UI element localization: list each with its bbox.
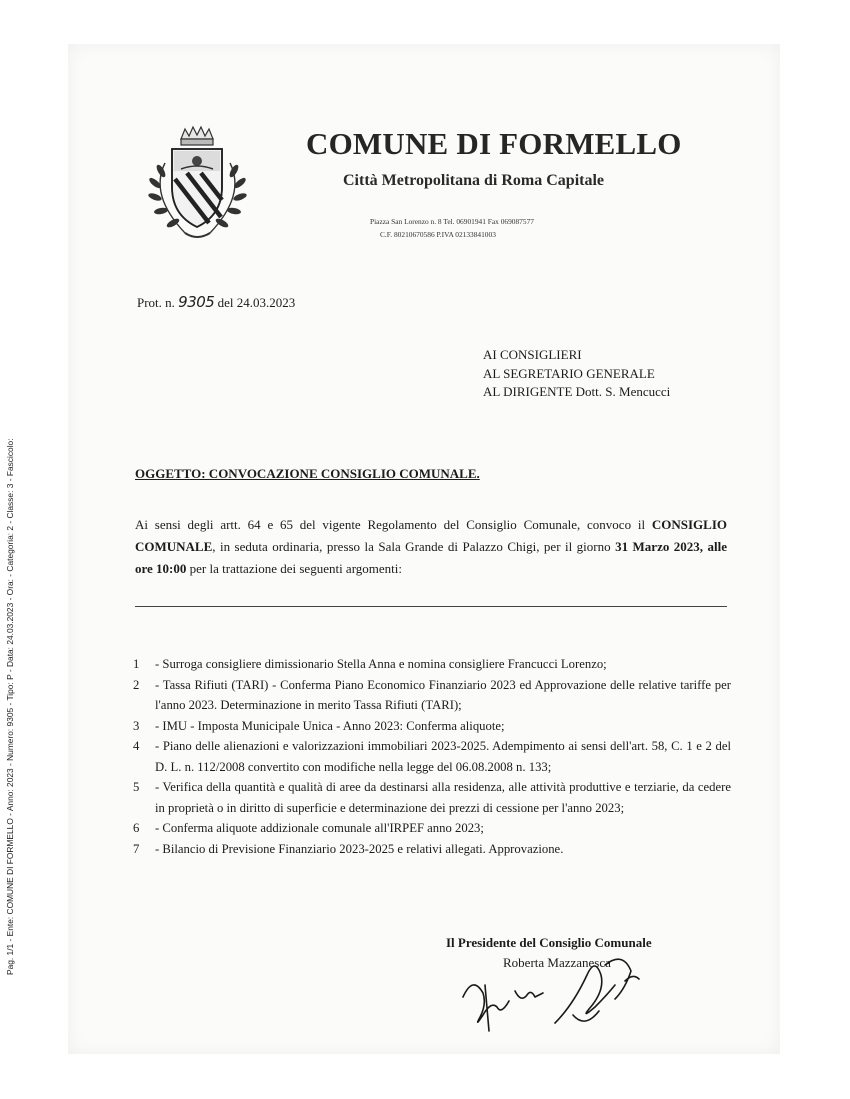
protocol-number: 9305 xyxy=(178,293,215,311)
agenda-item-number: 5 xyxy=(133,780,140,794)
intro-text: , in seduta ordinaria, presso la Sala Grande di Palazzo Chigi, per il giorno xyxy=(212,539,616,554)
recipient-line: AL DIRIGENTE Dott. S. Mencucci xyxy=(483,384,671,399)
signatory-name: Roberta Mazzanesca xyxy=(503,955,611,970)
agenda-item-number: 2 xyxy=(133,677,140,692)
recipients-block xyxy=(483,346,670,402)
agenda-item xyxy=(131,654,731,675)
agenda-item-number: 4 xyxy=(133,739,140,753)
agenda-list xyxy=(131,654,731,859)
recipient-line: AI CONSIGLIERI xyxy=(483,347,582,362)
agenda-item xyxy=(131,736,731,777)
agenda-item-text: - Bilancio di Previsione Finanziario 2023-2025 e relativi allegati. Approvazione. xyxy=(155,841,564,856)
agenda-item xyxy=(131,777,731,818)
agenda-item-text: - IMU - Imposta Municipale Unica - Anno 2023: Conferma aliquote; xyxy=(155,718,505,733)
intro-text: Ai sensi degli artt. 64 e 65 del vigente Regolamento del Consiglio Comunale, convoco il xyxy=(135,517,652,532)
agenda-item xyxy=(131,675,731,716)
agenda-item-text: - Surroga consigliere dimissionario Stella Anna e nomina consigliere Francucci Lorenzo; xyxy=(155,657,607,671)
agenda-item xyxy=(131,818,731,839)
agenda-item-number: 7 xyxy=(133,841,140,856)
protocol-prefix: Prot. n. xyxy=(137,295,179,310)
agenda-item-text: - Tassa Rifiuti (TARI) - Conferma Piano Economico Finanziario 2023 ed Approvazione delle relative tariffe per l'anno 2023. Determinazione in merito Tassa Rifiuti (TARI); xyxy=(155,677,731,712)
municipality-fiscal-codes: C.F. 80210670586 P.IVA 02133841003 xyxy=(380,230,496,239)
handwritten-signature-icon xyxy=(455,945,695,1035)
agenda-item xyxy=(131,716,731,737)
agenda-item-number: 6 xyxy=(133,821,140,835)
protocol-line xyxy=(137,293,295,311)
municipal-crest-icon xyxy=(135,123,260,248)
signatory-role: Il Presidente del Consiglio Comunale xyxy=(446,935,652,950)
municipality-title: COMUNE DI FORMELLO xyxy=(306,126,682,161)
intro-bold-council: CONSIGLIO COMUNALE xyxy=(135,517,727,554)
agenda-item-text: - Verifica della quantità e qualità di aree da destinarsi alla residenza, alle attività produttive e terziarie, da cedere in proprietà o in diritto di superficie e determinazione dei prezzi di cessione per l'anno 2023; xyxy=(155,780,731,815)
protocol-margin-stamp: Pag. 1/1 - Ente: COMUNE DI FORMELLO - Anno: 2023 - Numero: 9305 - Tipo: P - Data: 24.03.2023 - Ora: - Categoria: 2 - Classe: 3 - Fascicolo: xyxy=(5,438,15,975)
recipient-line: AL SEGRETARIO GENERALE xyxy=(483,365,655,381)
intro-text: per la trattazione dei seguenti argomenti: xyxy=(186,561,403,576)
agenda-item-text: - Conferma aliquote addizionale comunale all'IRPEF anno 2023; xyxy=(155,821,484,835)
separator-rule xyxy=(135,606,727,607)
agenda-item xyxy=(131,839,731,860)
agenda-item-number: 1 xyxy=(133,657,140,671)
intro-paragraph xyxy=(135,514,727,580)
subject-line: OGGETTO: CONVOCAZIONE CONSIGLIO COMUNALE. xyxy=(135,466,480,481)
protocol-date: del 24.03.2023 xyxy=(214,295,296,310)
municipality-subtitle: Città Metropolitana di Roma Capitale xyxy=(343,172,605,189)
agenda-item-text: - Piano delle alienazioni e valorizzazioni immobiliari 2023-2025. Adempimento ai sensi dell'art. 58, C. 1 e 2 del D. L. n. 112/2008 convertito con modifiche nella legge del 06.08.2008 n. 133; xyxy=(155,739,731,774)
intro-bold-date: 31 Marzo 2023, alle ore 10:00 xyxy=(135,539,727,576)
municipality-address: Piazza San Lorenzo n. 8 Tel. 06901941 Fax 069087577 xyxy=(370,217,534,226)
agenda-item-number: 3 xyxy=(133,718,140,733)
